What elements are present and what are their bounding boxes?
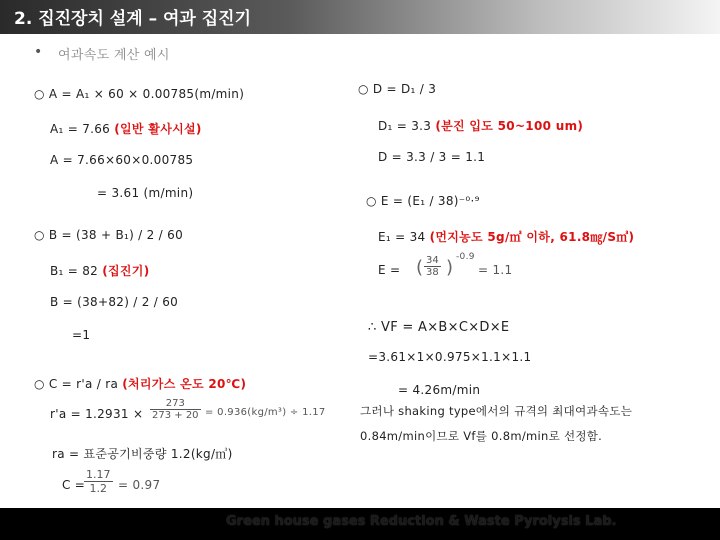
vf-formula: ∴ VF = A×B×C×D×E — [368, 320, 510, 335]
section-heading: 여과속도 계산 예시 — [58, 48, 170, 63]
c-tail: = 0.97 — [118, 478, 161, 492]
ra-prime-label: r'a = 1.2931 × — [50, 407, 144, 421]
b-calculation: B = (38+82) / 2 / 60 — [50, 295, 179, 309]
b-bullet-icon: ○ — [34, 228, 49, 242]
vf-result: = 4.26m/min — [398, 383, 481, 397]
e-exponent: -0.9 — [456, 252, 475, 262]
e-bullet-icon: ○ — [366, 194, 381, 208]
d-bullet-icon: ○ — [358, 82, 373, 96]
d-formula: ○ D = D₁ / 3 — [358, 82, 437, 96]
e-close-paren: ) — [446, 257, 454, 278]
d1-line: D₁ = 3.3 (분진 입도 50~100 um) — [378, 119, 584, 133]
ra-prime-tail: = 0.936(kg/m³) ÷ 1.17 — [205, 407, 326, 418]
slide-title: 2. 집진장치 설계 – 여과 집진기 — [14, 9, 252, 29]
c-label: C = — [62, 478, 86, 492]
c-bullet-icon: ○ — [34, 377, 49, 391]
c-fraction: $\frac{1.17}{1.2}$ — [86, 468, 111, 495]
b-formula: ○ B = (38 + B₁) / 2 / 60 — [34, 228, 184, 242]
b1-line: B₁ = 82 (집진기) — [50, 264, 150, 278]
e-tail: = 1.1 — [478, 263, 513, 277]
shaking-note-line1: 그러나 shaking type에서의 규격의 최대여과속도는 — [360, 404, 633, 418]
b-result: =1 — [72, 328, 91, 342]
e-label: E = — [378, 263, 401, 277]
a-result: = 3.61 (m/min) — [97, 186, 194, 200]
vf-calculation: =3.61×1×0.975×1.1×1.1 — [368, 350, 532, 364]
e-fraction: $\frac{34}{38}$ — [426, 255, 439, 278]
a-calculation: A = 7.66×60×0.00785 — [50, 153, 194, 167]
shaking-note-line2: 0.84m/min이므로 Vf를 0.8m/min로 선정함. — [360, 429, 603, 443]
a1-line: A₁ = 7.66 (일반 활사시설) — [50, 122, 202, 136]
e1-line: E₁ = 34 (먼지농도 5g/㎥ 이하, 61.8㎎/S㎥) — [378, 230, 635, 244]
section-bullet: • — [34, 44, 43, 60]
a-bullet-icon: ○ — [34, 87, 49, 101]
e-formula: ○ E = (E₁ / 38)⁻⁰·⁹ — [366, 194, 480, 208]
c-formula: ○ C = r'a / ra (처리가스 온도 20℃) — [34, 377, 247, 391]
ra-prime-fraction: $\frac{273}{273 + 20}$ — [152, 398, 199, 421]
e-open-paren: ( — [416, 257, 424, 278]
a-formula: ○ A = A₁ × 60 × 0.00785(m/min) — [34, 87, 245, 101]
footer-bar — [0, 508, 720, 540]
lab-name: Green house gases Reduction & Waste Pyrolysis Lab. — [226, 514, 617, 529]
d-calculation: D = 3.3 / 3 = 1.1 — [378, 150, 486, 164]
ra-definition: ra = 표준공기비중량 1.2(kg/㎥) — [52, 447, 233, 461]
title-bar — [0, 0, 720, 34]
